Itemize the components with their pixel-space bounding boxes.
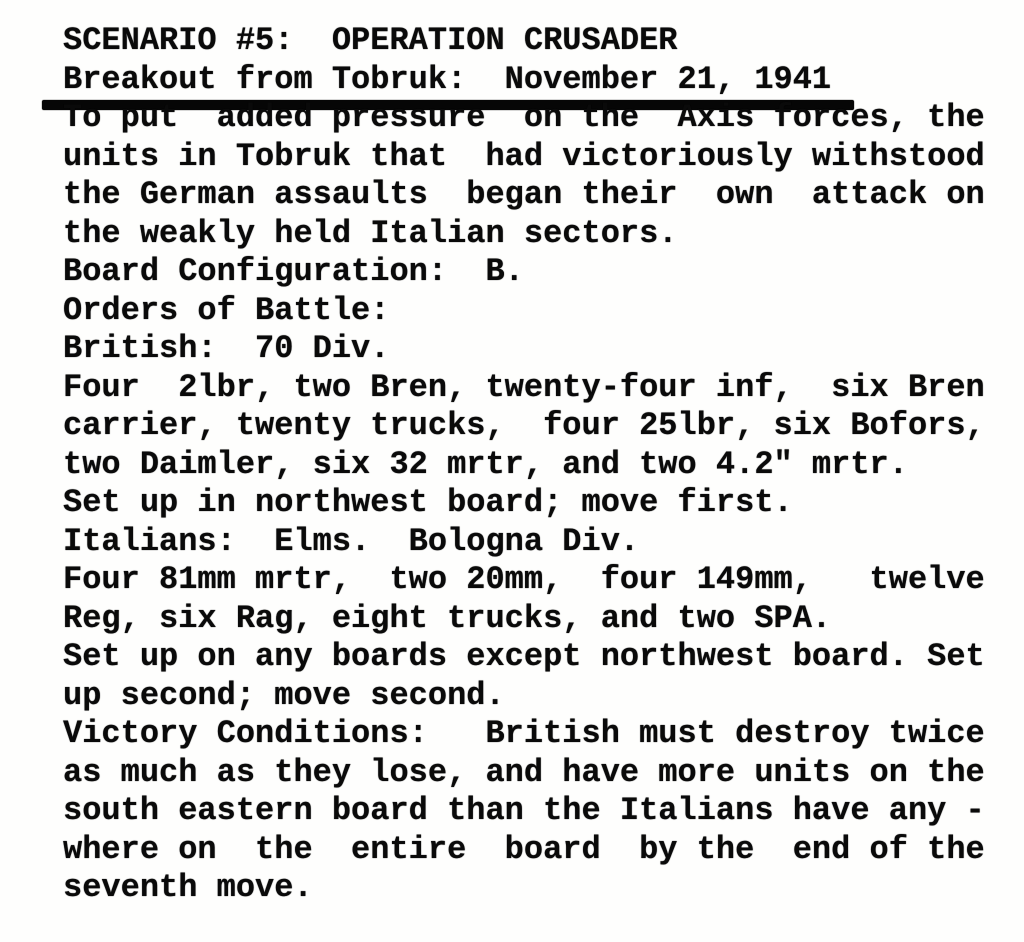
british-forces-heading: British: 70 Div. [63,330,390,367]
text-line: To put added pressure on the Axis forces, the [63,99,985,136]
victory-conditions-line: Victory Conditions: British must destroy twice [63,715,985,752]
text-line: carrier, twenty trucks, four 25lbr, six Bofors, [63,407,985,444]
text-line: Set up in northwest board; move first. [63,484,793,521]
scenario-title: SCENARIO #5: OPERATION CRUSADER [63,22,678,59]
text-line: south eastern board than the Italians have any - [63,792,985,829]
italian-forces-heading: Italians: Elms. Bologna Div. [63,522,640,560]
text-line: where on the entire board by the end of the [63,830,985,868]
text-line: two Daimler, six 32 mrtr, and two 4.2" mrtr. [63,445,908,483]
scenario-subtitle: Breakout from Tobruk: November 21, 1941 [63,60,832,98]
text-line: the weakly held Italian sectors. [63,214,678,252]
orders-of-battle-heading: Orders of Battle: [63,291,390,329]
text-line: up second; move second. [63,676,505,714]
text-line: seventh move. [63,869,313,906]
text-line: the German assaults began their own attack on [63,176,985,213]
scenario-text-block [63,22,985,908]
board-configuration-line: Board Configuration: B. [63,253,524,290]
text-line: units in Tobruk that had victoriously withstood [63,137,985,175]
text-line: Four 81mm mrtr, two 20mm, four 149mm, twelve [63,561,985,598]
text-line: Reg, six Rag, eight trucks, and two SPA. [63,599,832,637]
text-line: Four 2lbr, two Bren, twenty-four inf, six Bren [63,368,985,406]
text-line: Set up on any boards except northwest board. Set [63,638,985,675]
text-line: as much as they lose, and have more units on the [63,753,985,791]
